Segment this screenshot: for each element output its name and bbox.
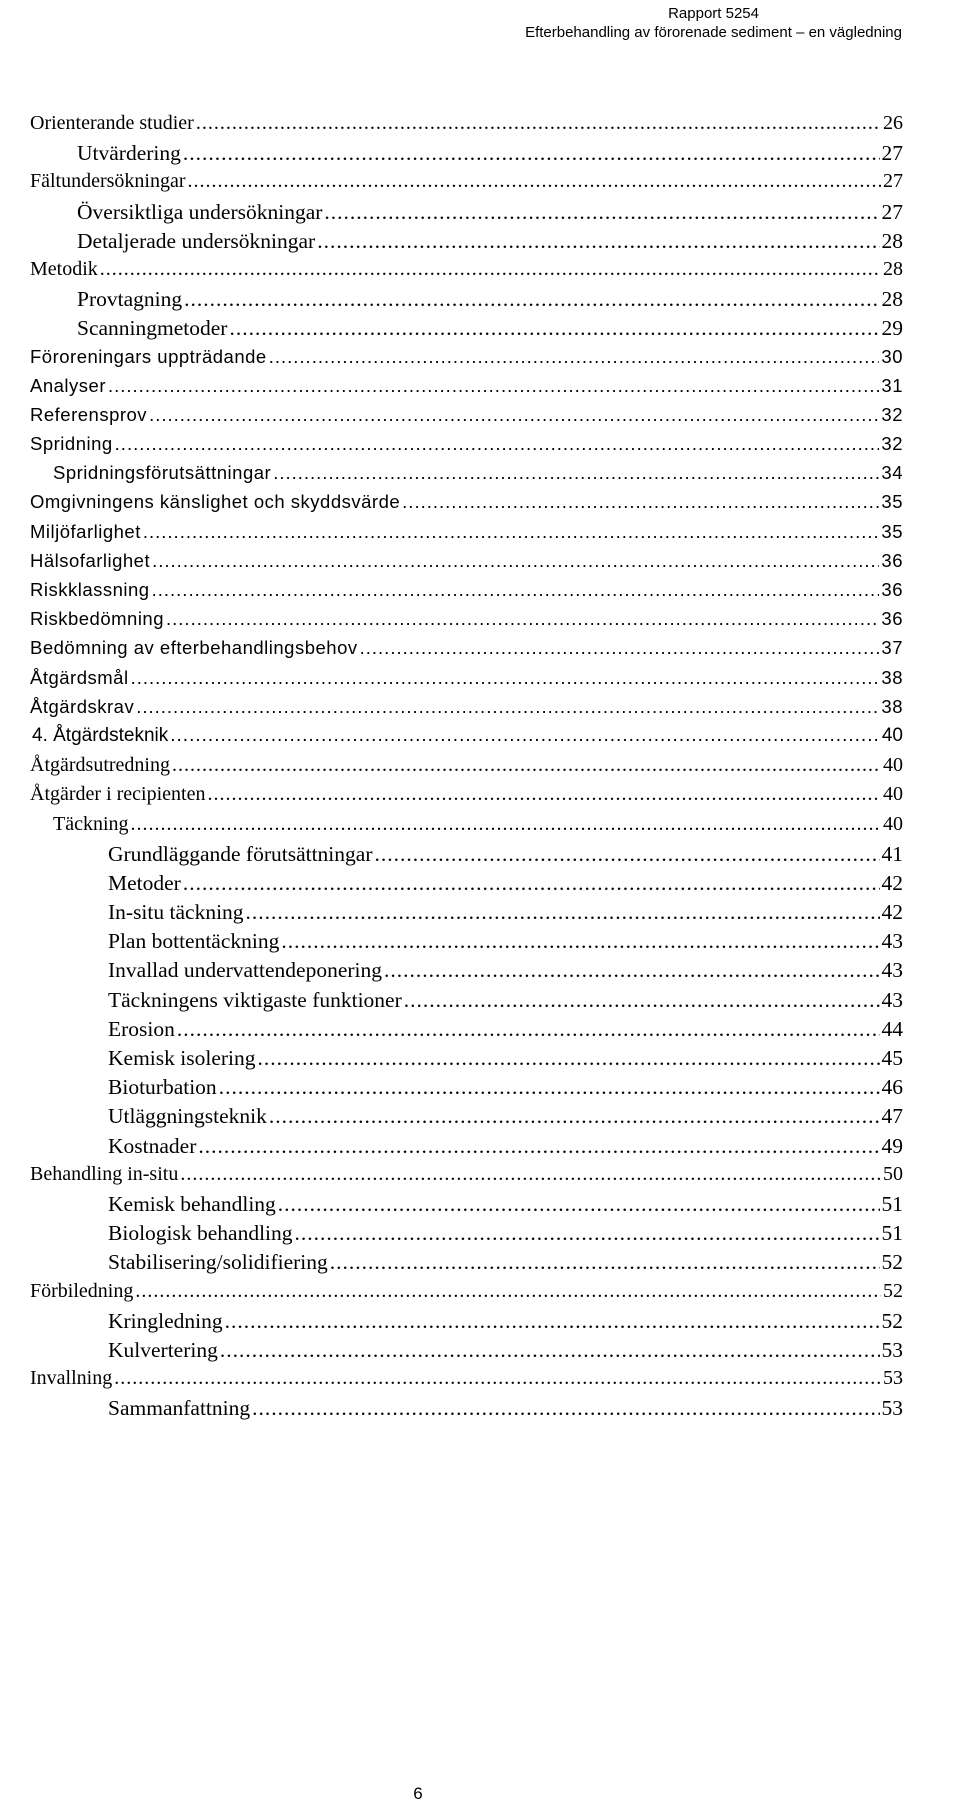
toc-dot-leader — [330, 1250, 880, 1275]
toc-entry[interactable] — [30, 1046, 903, 1075]
toc-entry[interactable] — [30, 404, 903, 433]
toc-entry-label: Erosion — [108, 1016, 175, 1041]
toc-entry[interactable] — [30, 316, 903, 345]
report-subtitle: Efterbehandling av förorenade sediment – en vägledning — [525, 24, 902, 41]
toc-dot-leader — [184, 287, 879, 312]
toc-dot-leader — [135, 1280, 881, 1303]
toc-entry-page-number: 37 — [881, 637, 903, 659]
toc-entry-page-number: 51 — [881, 1221, 903, 1246]
toc-entry[interactable] — [30, 1134, 903, 1163]
toc-dot-leader — [317, 229, 879, 254]
toc-entry[interactable] — [30, 958, 903, 987]
toc-entry-label: Kulvertering — [108, 1337, 218, 1362]
toc-entry-page-number: 36 — [881, 549, 903, 571]
report-number: Rapport 5254 — [668, 5, 759, 22]
toc-entry-page-number: 28 — [881, 287, 903, 312]
toc-entry[interactable] — [30, 1163, 903, 1192]
toc-entry[interactable] — [30, 1309, 903, 1338]
toc-entry-label: Föroreningars uppträdande — [30, 345, 267, 367]
toc-dot-leader — [166, 608, 879, 630]
toc-entry-page-number: 53 — [881, 1337, 903, 1362]
toc-entry-page-number: 46 — [881, 1075, 903, 1100]
toc-dot-leader — [219, 1075, 880, 1100]
page-number: 6 — [413, 1784, 423, 1803]
toc-entry-label: Översiktliga undersökningar — [77, 199, 323, 224]
toc-entry-page-number: 41 — [881, 841, 903, 866]
toc-dot-leader — [108, 375, 879, 397]
toc-entry-label: Täckningens viktigaste funktioner — [108, 987, 402, 1012]
toc-entry-label: Invallning — [30, 1367, 113, 1390]
toc-entry[interactable] — [30, 170, 903, 199]
toc-entry-page-number: 40 — [881, 724, 903, 746]
toc-entry-page-number: 31 — [881, 374, 903, 396]
toc-entry-label: Grundläggande förutsättningar — [108, 841, 373, 866]
toc-entry-page-number: 38 — [881, 666, 903, 688]
toc-entry[interactable] — [30, 667, 903, 696]
toc-dot-leader — [295, 1221, 880, 1246]
toc-entry-page-number: 36 — [881, 608, 903, 630]
toc-entry-label: Sammanfattning — [108, 1396, 251, 1421]
toc-entry-page-number: 52 — [881, 1308, 903, 1333]
toc-entry-label: Åtgärdskrav — [30, 695, 135, 717]
toc-entry[interactable] — [30, 871, 903, 900]
toc-entry-page-number: 40 — [883, 812, 903, 835]
toc-entry-page-number: 32 — [881, 433, 903, 455]
table-of-contents — [30, 112, 903, 1425]
toc-entry-label: Fältundersökningar — [30, 170, 186, 193]
toc-dot-leader — [252, 1396, 879, 1421]
toc-dot-leader — [188, 170, 881, 193]
toc-entry[interactable] — [30, 1367, 903, 1396]
toc-dot-leader — [131, 813, 881, 836]
toc-entry-page-number: 44 — [881, 1016, 903, 1041]
toc-entry[interactable] — [30, 375, 903, 404]
toc-entry[interactable] — [30, 491, 903, 520]
toc-dot-leader — [149, 404, 879, 426]
toc-entry-label: Täckning — [53, 812, 129, 835]
toc-entry-label: Utvärdering — [77, 141, 181, 166]
toc-entry-label: Omgivningens känslighet och skyddsvärde — [30, 491, 401, 513]
toc-entry-page-number: 42 — [881, 900, 903, 925]
toc-entry-label: Utläggningsteknik — [108, 1104, 267, 1129]
toc-entry-page-number: 34 — [881, 462, 903, 484]
toc-dot-leader — [269, 346, 880, 368]
toc-entry[interactable] — [30, 696, 903, 725]
toc-entry-page-number: 53 — [883, 1367, 903, 1390]
toc-entry-label: Åtgärdsutredning — [30, 754, 170, 777]
toc-entry[interactable] — [30, 229, 903, 258]
toc-dot-leader — [278, 1192, 880, 1217]
toc-entry[interactable] — [30, 813, 903, 842]
toc-dot-leader — [115, 433, 880, 455]
toc-entry-label: Kringledning — [108, 1308, 223, 1333]
toc-entry[interactable] — [30, 200, 903, 229]
toc-entry-label: Invallad undervattendeponering — [108, 958, 383, 983]
toc-entry[interactable] — [30, 929, 903, 958]
toc-entry[interactable] — [30, 287, 903, 316]
toc-entry-label: Hälsofarlighet — [30, 549, 151, 571]
toc-dot-leader — [384, 958, 879, 983]
toc-dot-leader — [404, 988, 880, 1013]
toc-entry-page-number: 28 — [883, 257, 903, 280]
toc-entry[interactable] — [30, 608, 903, 637]
toc-entry-label: Spridning — [30, 433, 113, 455]
toc-dot-leader — [100, 258, 881, 281]
toc-entry-label: Åtgärder i recipienten — [30, 783, 206, 806]
toc-dot-leader — [183, 141, 880, 166]
toc-dot-leader — [198, 1134, 879, 1159]
toc-entry-label: Spridningsförutsättningar — [53, 462, 272, 484]
toc-entry-page-number: 47 — [881, 1104, 903, 1129]
toc-entry[interactable] — [30, 1250, 903, 1279]
toc-entry-page-number: 49 — [881, 1133, 903, 1158]
page-header — [525, 4, 902, 42]
toc-entry-page-number: 38 — [881, 695, 903, 717]
toc-entry-page-number: 32 — [881, 403, 903, 425]
toc-entry-page-number: 45 — [881, 1046, 903, 1070]
toc-entry[interactable] — [30, 258, 903, 287]
toc-entry-label: Förbiledning — [30, 1279, 134, 1302]
toc-entry[interactable] — [30, 725, 903, 754]
toc-entry-label: Riskbedömning — [30, 608, 165, 630]
toc-dot-leader — [170, 725, 880, 747]
toc-entry-page-number: 40 — [883, 783, 903, 806]
toc-entry[interactable] — [30, 1221, 903, 1250]
toc-entry-page-number: 36 — [881, 579, 903, 600]
toc-dot-leader — [375, 842, 880, 867]
toc-entry[interactable] — [30, 579, 903, 608]
toc-entry-label: Metoder — [108, 870, 181, 895]
toc-entry-label: Metodik — [30, 257, 98, 280]
toc-dot-leader — [229, 316, 879, 341]
toc-entry-label: 4. Åtgärdsteknik — [32, 724, 169, 746]
toc-dot-leader — [273, 462, 879, 484]
toc-entry[interactable] — [30, 112, 903, 141]
toc-entry-page-number: 30 — [881, 345, 903, 367]
toc-entry[interactable] — [30, 1017, 903, 1046]
toc-entry-page-number: 50 — [883, 1162, 903, 1185]
toc-entry-label: Bioturbation — [108, 1075, 217, 1100]
toc-entry-page-number: 52 — [881, 1250, 903, 1275]
toc-entry[interactable] — [30, 433, 903, 462]
toc-entry[interactable] — [30, 842, 903, 871]
toc-entry-label: Åtgärdsmål — [30, 666, 129, 688]
toc-entry-label: Riskklassning — [30, 579, 150, 600]
toc-entry-label: Analyser — [30, 374, 106, 396]
toc-entry[interactable] — [30, 141, 903, 170]
toc-entry-page-number: 27 — [883, 170, 903, 193]
toc-entry[interactable] — [30, 1104, 903, 1133]
toc-entry-label: Biologisk behandling — [108, 1221, 293, 1246]
toc-entry[interactable] — [30, 754, 903, 783]
toc-entry-page-number: 40 — [883, 754, 903, 777]
toc-entry-label: Kemisk behandling — [108, 1191, 276, 1216]
toc-entry-label: Referensprov — [30, 403, 148, 425]
toc-entry-label: Behandling in-situ — [30, 1162, 179, 1185]
toc-dot-leader — [360, 637, 880, 659]
toc-entry[interactable] — [30, 462, 903, 491]
toc-entry-page-number: 51 — [881, 1191, 903, 1216]
toc-entry-label: Bedömning av efterbehandlingsbehov — [30, 637, 358, 659]
toc-entry[interactable] — [30, 346, 903, 375]
toc-entry-label: Plan bottentäckning — [108, 929, 280, 954]
toc-dot-leader — [220, 1338, 880, 1363]
toc-entry-label: Kostnader — [108, 1133, 197, 1158]
toc-entry-page-number: 53 — [881, 1396, 903, 1421]
toc-entry-page-number: 27 — [881, 199, 903, 224]
toc-entry-page-number: 43 — [881, 958, 903, 983]
toc-entry[interactable] — [30, 1396, 903, 1425]
toc-dot-leader — [114, 1367, 881, 1390]
toc-entry-label: Miljöfarlighet — [30, 520, 141, 542]
toc-dot-leader — [246, 900, 880, 925]
toc-entry-page-number: 35 — [881, 520, 903, 542]
toc-dot-leader — [152, 550, 879, 572]
toc-entry-page-number: 26 — [883, 112, 903, 134]
toc-entry[interactable] — [30, 550, 903, 579]
toc-dot-leader — [143, 521, 880, 543]
toc-entry-label: Detaljerade undersökningar — [77, 228, 316, 253]
toc-entry-page-number: 42 — [881, 870, 903, 895]
toc-entry-label: Scanningmetoder — [77, 316, 228, 341]
toc-entry-page-number: 29 — [881, 316, 903, 341]
toc-entry[interactable] — [30, 900, 903, 929]
toc-dot-leader — [136, 696, 879, 718]
toc-entry-page-number: 43 — [881, 929, 903, 954]
toc-dot-leader — [281, 929, 879, 954]
toc-dot-leader — [196, 112, 881, 135]
toc-entry-page-number: 28 — [881, 228, 903, 253]
toc-entry-label: In-situ täckning — [108, 900, 244, 925]
toc-dot-leader — [131, 667, 880, 689]
toc-entry-page-number: 52 — [883, 1279, 903, 1302]
toc-dot-leader — [180, 1163, 881, 1186]
toc-entry-label: Stabilisering/solidifiering — [108, 1250, 328, 1275]
toc-entry[interactable] — [30, 1192, 903, 1221]
toc-entry-page-number: 35 — [881, 491, 903, 513]
toc-dot-leader — [324, 200, 879, 225]
toc-entry[interactable] — [30, 1338, 903, 1367]
toc-entry-label: Kemisk isolering — [108, 1046, 256, 1070]
toc-entry[interactable] — [30, 1075, 903, 1104]
toc-entry[interactable] — [30, 1280, 903, 1309]
toc-entry[interactable] — [30, 637, 903, 666]
toc-dot-leader — [183, 871, 880, 896]
toc-dot-leader — [402, 491, 879, 513]
toc-dot-leader — [152, 579, 880, 601]
toc-entry-page-number: 43 — [881, 987, 903, 1012]
toc-entry-label: Orienterande studier — [30, 112, 194, 134]
toc-entry-label: Provtagning — [77, 287, 183, 312]
toc-dot-leader — [172, 754, 881, 777]
toc-entry[interactable] — [30, 988, 903, 1017]
toc-dot-leader — [177, 1017, 880, 1042]
toc-entry-page-number: 27 — [881, 141, 903, 166]
toc-dot-leader — [207, 783, 881, 806]
toc-entry[interactable] — [30, 783, 903, 812]
toc-dot-leader — [225, 1309, 880, 1334]
toc-entry[interactable] — [30, 521, 903, 550]
toc-dot-leader — [269, 1104, 880, 1129]
toc-dot-leader — [258, 1046, 880, 1071]
